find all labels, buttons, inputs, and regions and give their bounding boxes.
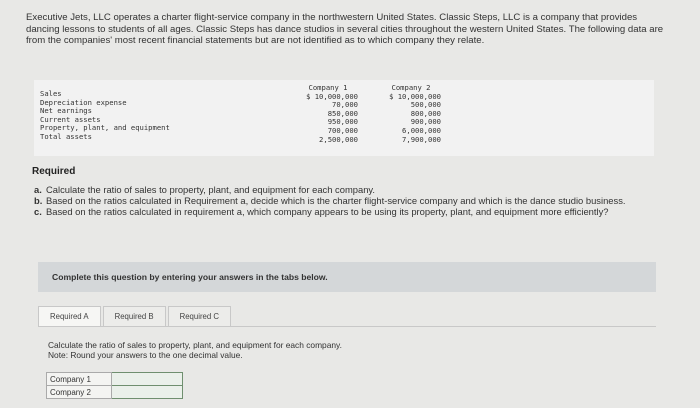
company2-ppe: 6,000,000 — [402, 125, 441, 135]
company2-current-assets: 900,000 — [410, 117, 441, 127]
row-labels — [40, 90, 170, 142]
company2-column — [371, 84, 451, 144]
requirement-a-letter: a. — [34, 184, 42, 195]
company1-column — [288, 84, 368, 144]
requirement-a-text: Calculate the ratio of sales to property, plant, and equipment for each company. — [46, 184, 376, 195]
requirement-c — [34, 206, 654, 217]
company2-total-assets: 7,900,000 — [402, 134, 441, 144]
requirements-list — [34, 184, 654, 217]
answer-label-company2: Company 2 — [47, 386, 112, 399]
company2-ratio-input[interactable] — [115, 387, 177, 397]
answer-row-company2 — [47, 386, 183, 399]
required-heading: Required — [32, 166, 76, 177]
company1-ppe: 700,000 — [327, 125, 358, 135]
company1-depreciation: 70,000 — [332, 100, 358, 110]
tab-divider — [38, 326, 656, 327]
requirement-c-letter: c. — [34, 206, 42, 217]
tab-required-c[interactable]: Required C — [168, 306, 231, 327]
company1-total-assets: 2,500,000 — [319, 134, 358, 144]
row-label-sales: Sales — [40, 89, 62, 98]
company2-depreciation: 500,000 — [410, 100, 441, 110]
row-label-ppe: Property, plant, and equipment — [40, 123, 170, 133]
answer-row-company1 — [47, 373, 183, 386]
company1-sales: $ 10,000,000 — [306, 91, 358, 101]
answer-table — [46, 372, 183, 399]
requirement-b — [34, 195, 654, 206]
requirement-tabs — [38, 306, 233, 326]
company2-net-earnings: 800,000 — [410, 108, 441, 118]
company2-header: Company 2 — [391, 83, 431, 92]
company1-current-assets: 950,000 — [327, 117, 358, 127]
problem-intro: Executive Jets, LLC operates a charter flight-service company in the northwestern United States. Classic Steps, LLC is a company that provides dancing lessons to students of all ages. Classic Steps has dance studios in several cities throughout the western United States. The following data are from the companies' most recent financial statements but are not identified as to which company they relate. — [26, 12, 664, 47]
rounding-note: Note: Round your answers to the one decimal value. — [48, 350, 243, 360]
company1-header: Company 1 — [308, 83, 348, 92]
row-label-current-assets: Current assets — [40, 114, 101, 124]
row-label-net-earnings: Net earnings — [40, 106, 92, 116]
complete-question-text: Complete this question by entering your answers in the tabs below. — [52, 272, 328, 282]
requirement-b-letter: b. — [34, 195, 43, 206]
company2-sales: $ 10,000,000 — [389, 91, 441, 101]
requirement-b-text: Based on the ratios calculated in Requirement a, decide which is the charter flight-service company and which is the dance studio business. — [46, 195, 626, 206]
answer-cell-company2[interactable] — [112, 386, 183, 399]
complete-question-banner — [38, 262, 656, 292]
company1-net-earnings: 850,000 — [327, 108, 358, 118]
answer-cell-company1[interactable] — [112, 373, 183, 386]
instruction-text: Calculate the ratio of sales to property, plant, and equipment for each company. — [48, 340, 342, 350]
requirement-a — [34, 184, 654, 195]
company1-ratio-input[interactable] — [115, 374, 177, 384]
tab-required-a[interactable]: Required A — [38, 306, 101, 327]
row-label-depreciation: Depreciation expense — [40, 97, 127, 107]
tab-instructions — [48, 340, 608, 360]
requirement-c-text: Based on the ratios calculated in requirement a, which company appears to be using its property, plant, and equipment more efficiently? — [46, 206, 609, 217]
tab-required-b[interactable]: Required B — [103, 306, 166, 327]
row-label-total-assets: Total assets — [40, 131, 92, 141]
answer-label-company1: Company 1 — [47, 373, 112, 386]
financial-data-table — [34, 80, 654, 156]
